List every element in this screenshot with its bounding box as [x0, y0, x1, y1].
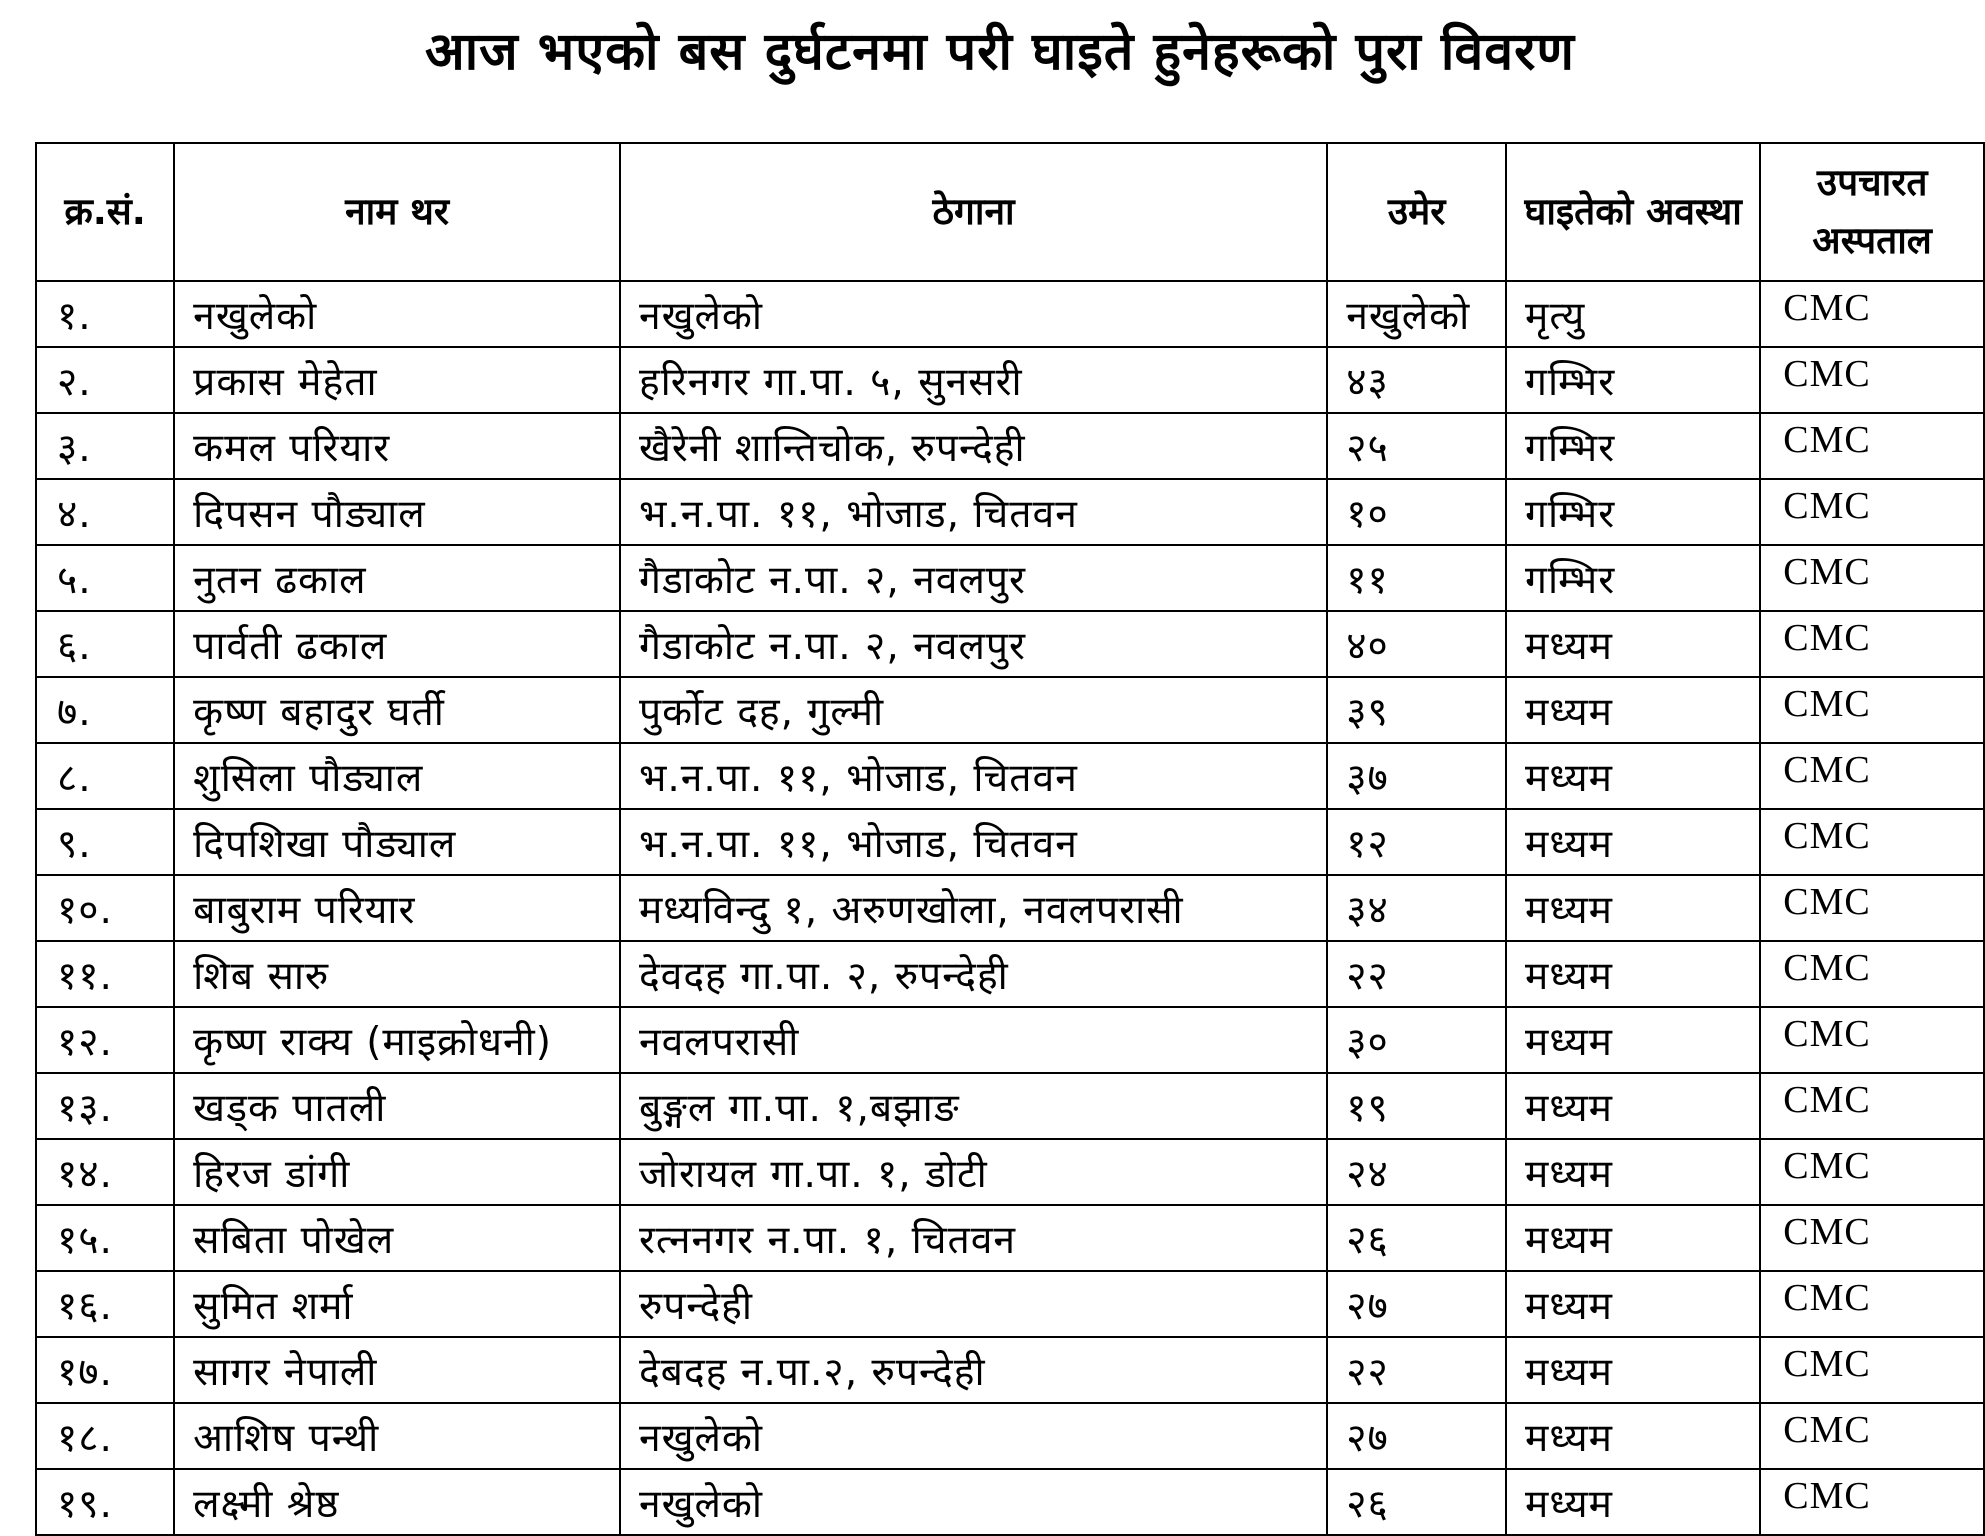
- hospital-cell: CMC: [1760, 1403, 1984, 1469]
- serial-number-cell: १८.: [36, 1403, 174, 1469]
- table-row: [36, 1205, 1984, 1271]
- address-cell: नखुलेको: [620, 1403, 1327, 1469]
- age-cell: २२: [1327, 941, 1506, 1007]
- condition-cell: मध्यम: [1506, 1469, 1760, 1535]
- age-cell: २७: [1327, 1403, 1506, 1469]
- condition-cell: मध्यम: [1506, 611, 1760, 677]
- serial-number-cell: १७.: [36, 1337, 174, 1403]
- condition-cell: मध्यम: [1506, 1271, 1760, 1337]
- table-row: [36, 1469, 1984, 1535]
- address-cell: खैरेनी शान्तिचोक, रुपन्देही: [620, 413, 1327, 479]
- serial-number-cell: ११.: [36, 941, 174, 1007]
- address-cell: जोरायल गा.पा. १, डोटी: [620, 1139, 1327, 1205]
- age-cell: १९: [1327, 1073, 1506, 1139]
- age-cell: ३४: [1327, 875, 1506, 941]
- name-cell: कृष्ण बहादुर घर्ती: [174, 677, 620, 743]
- serial-number-cell: १३.: [36, 1073, 174, 1139]
- hospital-cell: CMC: [1760, 1205, 1984, 1271]
- name-cell: पार्वती ढकाल: [174, 611, 620, 677]
- header-name: नाम थर: [174, 143, 620, 281]
- serial-number-cell: २.: [36, 347, 174, 413]
- table-row: [36, 1073, 1984, 1139]
- age-cell: ११: [1327, 545, 1506, 611]
- header-age: उमेर: [1327, 143, 1506, 281]
- condition-cell: मृत्यु: [1506, 281, 1760, 347]
- address-cell: नवलपरासी: [620, 1007, 1327, 1073]
- condition-cell: गम्भिर: [1506, 413, 1760, 479]
- hospital-cell: CMC: [1760, 1073, 1984, 1139]
- condition-cell: गम्भिर: [1506, 347, 1760, 413]
- age-cell: २२: [1327, 1337, 1506, 1403]
- address-cell: भ.न.पा. ११, भोजाड, चितवन: [620, 809, 1327, 875]
- name-cell: दिपशिखा पौड्याल: [174, 809, 620, 875]
- table-row: [36, 941, 1984, 1007]
- hospital-cell: CMC: [1760, 809, 1984, 875]
- name-cell: हिरज डांगी: [174, 1139, 620, 1205]
- table-header-row: [36, 143, 1984, 281]
- condition-cell: मध्यम: [1506, 941, 1760, 1007]
- hospital-cell: CMC: [1760, 1469, 1984, 1535]
- condition-cell: मध्यम: [1506, 677, 1760, 743]
- serial-number-cell: ३.: [36, 413, 174, 479]
- condition-cell: गम्भिर: [1506, 545, 1760, 611]
- table-row: [36, 1139, 1984, 1205]
- age-cell: १०: [1327, 479, 1506, 545]
- age-cell: २६: [1327, 1205, 1506, 1271]
- table-row: [36, 281, 1984, 347]
- hospital-cell: CMC: [1760, 1337, 1984, 1403]
- hospital-cell: CMC: [1760, 479, 1984, 545]
- hospital-cell: CMC: [1760, 1007, 1984, 1073]
- serial-number-cell: १०.: [36, 875, 174, 941]
- address-cell: पुर्कोट दह, गुल्मी: [620, 677, 1327, 743]
- serial-number-cell: १२.: [36, 1007, 174, 1073]
- address-cell: भ.न.पा. ११, भोजाड, चितवन: [620, 743, 1327, 809]
- name-cell: दिपसन पौड्याल: [174, 479, 620, 545]
- address-cell: हरिनगर गा.पा. ५, सुनसरी: [620, 347, 1327, 413]
- name-cell: कमल परियार: [174, 413, 620, 479]
- age-cell: ४३: [1327, 347, 1506, 413]
- header-address: ठेगाना: [620, 143, 1327, 281]
- age-cell: २६: [1327, 1469, 1506, 1535]
- hospital-cell: CMC: [1760, 743, 1984, 809]
- name-cell: शुसिला पौड्याल: [174, 743, 620, 809]
- serial-number-cell: १९.: [36, 1469, 174, 1535]
- serial-number-cell: १४.: [36, 1139, 174, 1205]
- address-cell: रत्ननगर न.पा. १, चितवन: [620, 1205, 1327, 1271]
- table-row: [36, 1337, 1984, 1403]
- table-body: [36, 281, 1984, 1535]
- name-cell: खड्क पातली: [174, 1073, 620, 1139]
- age-cell: १२: [1327, 809, 1506, 875]
- name-cell: सागर नेपाली: [174, 1337, 620, 1403]
- age-cell: ३०: [1327, 1007, 1506, 1073]
- table-row: [36, 545, 1984, 611]
- serial-number-cell: ४.: [36, 479, 174, 545]
- serial-number-cell: ९.: [36, 809, 174, 875]
- serial-number-cell: ६.: [36, 611, 174, 677]
- serial-number-cell: ५.: [36, 545, 174, 611]
- address-cell: नखुलेको: [620, 1469, 1327, 1535]
- table-row: [36, 677, 1984, 743]
- name-cell: सुमित शर्मा: [174, 1271, 620, 1337]
- hospital-cell: CMC: [1760, 347, 1984, 413]
- serial-number-cell: १६.: [36, 1271, 174, 1337]
- age-cell: २५: [1327, 413, 1506, 479]
- name-cell: प्रकास मेहेता: [174, 347, 620, 413]
- serial-number-cell: ८.: [36, 743, 174, 809]
- condition-cell: मध्यम: [1506, 1337, 1760, 1403]
- condition-cell: मध्यम: [1506, 809, 1760, 875]
- address-cell: भ.न.पा. ११, भोजाड, चितवन: [620, 479, 1327, 545]
- page-title: आज भएको बस दुर्घटनमा परी घाइते हुनेहरूको पुरा विवरण: [424, 22, 1576, 82]
- table-row: [36, 809, 1984, 875]
- table-row: [36, 743, 1984, 809]
- condition-cell: मध्यम: [1506, 1403, 1760, 1469]
- age-cell: ४०: [1327, 611, 1506, 677]
- condition-cell: मध्यम: [1506, 1073, 1760, 1139]
- address-cell: नखुलेको: [620, 281, 1327, 347]
- address-cell: मध्यविन्दु १, अरुणखोला, नवलपरासी: [620, 875, 1327, 941]
- age-cell: नखुलेको: [1327, 281, 1506, 347]
- table-row: [36, 611, 1984, 677]
- address-cell: बुङ्गल गा.पा. १,बझाङ: [620, 1073, 1327, 1139]
- hospital-cell: CMC: [1760, 413, 1984, 479]
- hospital-cell: CMC: [1760, 611, 1984, 677]
- name-cell: बाबुराम परियार: [174, 875, 620, 941]
- condition-cell: मध्यम: [1506, 1139, 1760, 1205]
- condition-cell: मध्यम: [1506, 875, 1760, 941]
- table-row: [36, 479, 1984, 545]
- name-cell: शिब सारु: [174, 941, 620, 1007]
- hospital-cell: CMC: [1760, 281, 1984, 347]
- age-cell: ३९: [1327, 677, 1506, 743]
- table-row: [36, 1007, 1984, 1073]
- address-cell: गैडाकोट न.पा. २, नवलपुर: [620, 545, 1327, 611]
- table-row: [36, 1403, 1984, 1469]
- name-cell: आशिष पन्थी: [174, 1403, 620, 1469]
- name-cell: कृष्ण राक्य (माइक्रोधनी): [174, 1007, 620, 1073]
- table-row: [36, 875, 1984, 941]
- condition-cell: मध्यम: [1506, 743, 1760, 809]
- age-cell: २४: [1327, 1139, 1506, 1205]
- hospital-cell: CMC: [1760, 677, 1984, 743]
- serial-number-cell: ७.: [36, 677, 174, 743]
- name-cell: नखुलेको: [174, 281, 620, 347]
- table-row: [36, 1271, 1984, 1337]
- table-row: [36, 347, 1984, 413]
- table-row: [36, 413, 1984, 479]
- header-treating-hospital: उपचारत अस्पताल: [1760, 143, 1984, 281]
- condition-cell: मध्यम: [1506, 1007, 1760, 1073]
- address-cell: देबदह न.पा.२, रुपन्देही: [620, 1337, 1327, 1403]
- injured-list-table: [35, 142, 1985, 1536]
- name-cell: लक्ष्मी श्रेष्ठ: [174, 1469, 620, 1535]
- name-cell: सबिता पोखेल: [174, 1205, 620, 1271]
- hospital-cell: CMC: [1760, 545, 1984, 611]
- address-cell: गैडाकोट न.पा. २, नवलपुर: [620, 611, 1327, 677]
- serial-number-cell: १.: [36, 281, 174, 347]
- address-cell: देवदह गा.पा. २, रुपन्देही: [620, 941, 1327, 1007]
- address-cell: रुपन्देही: [620, 1271, 1327, 1337]
- condition-cell: गम्भिर: [1506, 479, 1760, 545]
- hospital-cell: CMC: [1760, 1139, 1984, 1205]
- name-cell: नुतन ढकाल: [174, 545, 620, 611]
- condition-cell: मध्यम: [1506, 1205, 1760, 1271]
- hospital-cell: CMC: [1760, 941, 1984, 1007]
- age-cell: ३७: [1327, 743, 1506, 809]
- serial-number-cell: १५.: [36, 1205, 174, 1271]
- header-injury-condition: घाइतेको अवस्था: [1506, 143, 1760, 281]
- age-cell: २७: [1327, 1271, 1506, 1337]
- hospital-cell: CMC: [1760, 875, 1984, 941]
- hospital-cell: CMC: [1760, 1271, 1984, 1337]
- header-serial-number: क्र.सं.: [36, 143, 174, 281]
